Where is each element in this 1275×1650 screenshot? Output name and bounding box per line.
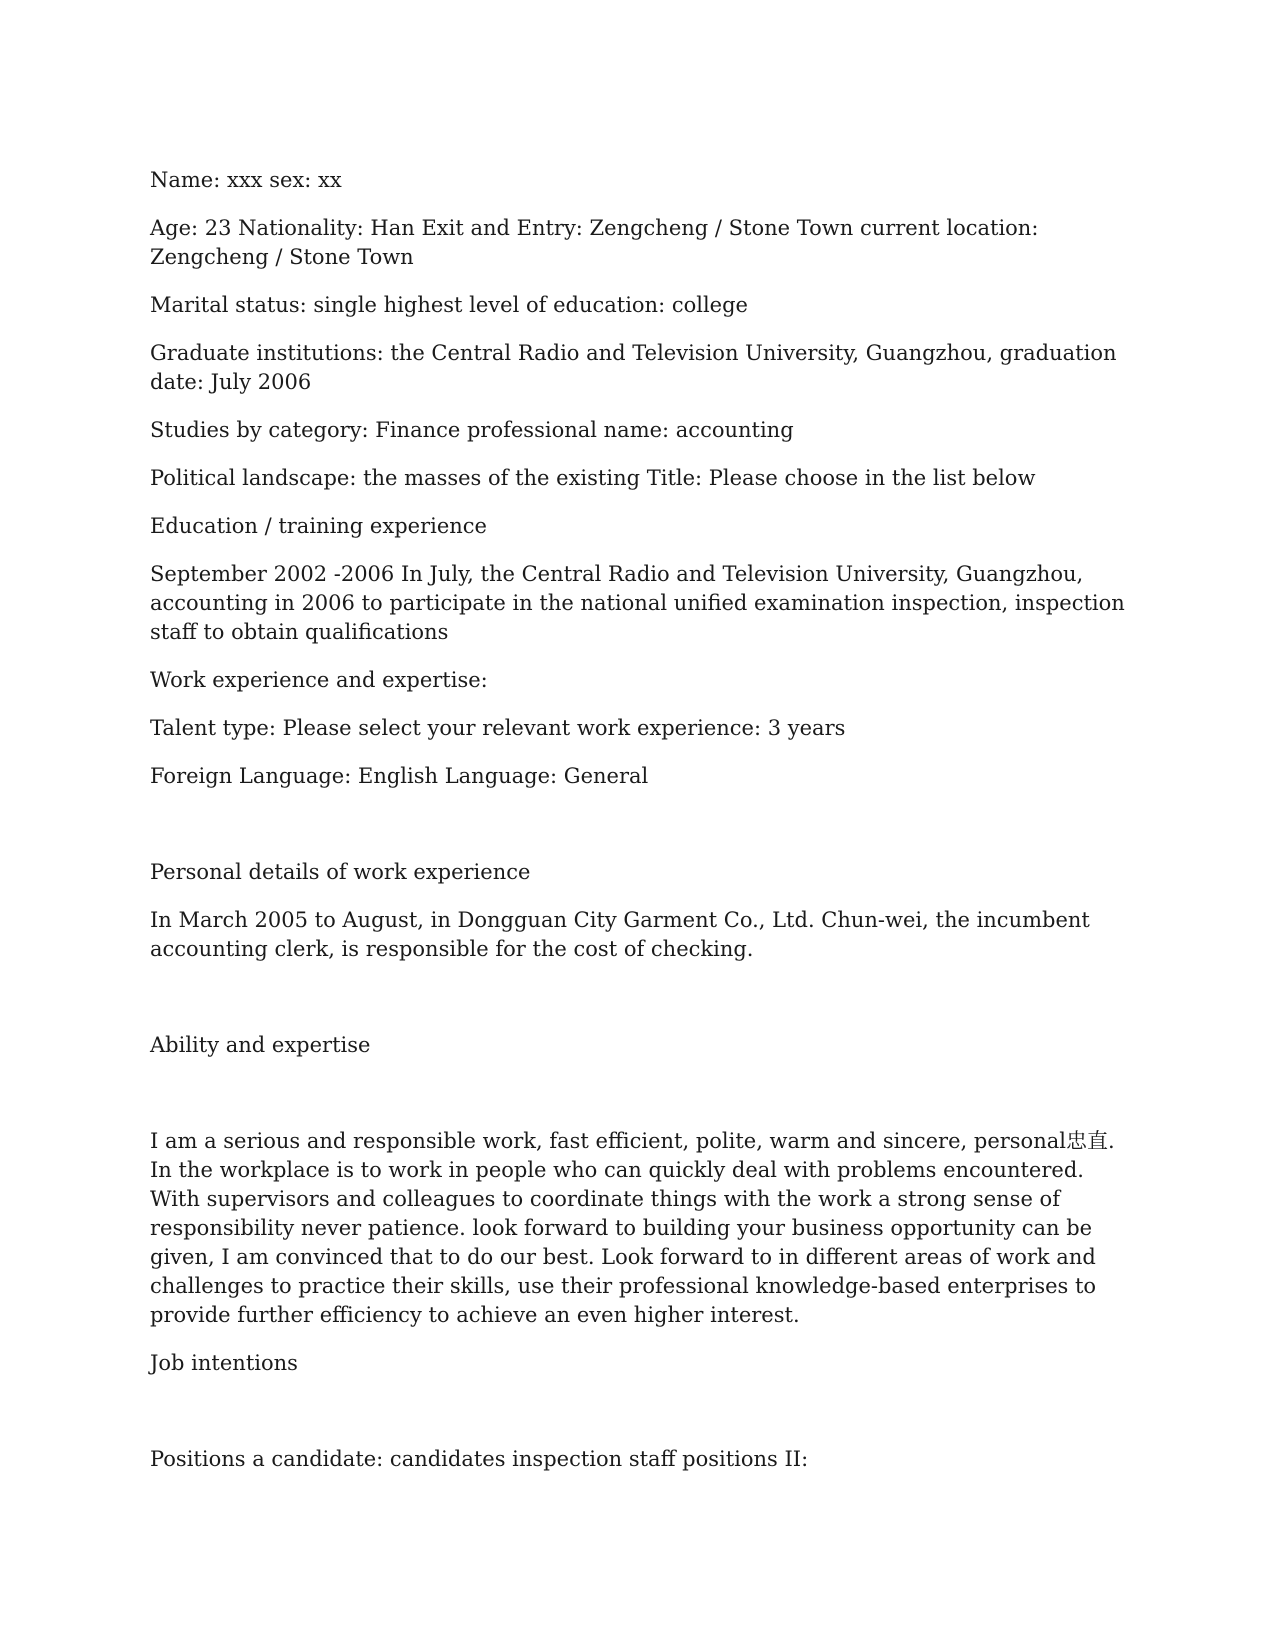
studies-category-line: Studies by category: Finance professional name: accounting (150, 418, 794, 442)
ability-heading: Ability and expertise (150, 1033, 371, 1057)
marital-education-line: Marital status: single highest level of education: college (150, 293, 748, 317)
blank-line (150, 1397, 1140, 1445)
ability-text: I am a serious and responsible work, fast efficient, polite, warm and sincere, personal忠直. In the workplace is to work in people who can quickly deal with problems encountered. With supervisors and colleagues to coordinate things with the work a strong sense of responsibility never patience. look forward to building your business opportunity can be given, I am convinced that to do our best. Look forward to in different areas of work and challenges to practice their skills, use their professional knowledge-based enterprises to provide further efficiency to achieve an even higher interest. (150, 1129, 1115, 1327)
work-details-heading: Personal details of work experience (150, 860, 531, 884)
age-nationality-line: Age: 23 Nationality: Han Exit and Entry: Zengcheng / Stone Town current location: Zengcheng / Stone Town (150, 216, 1039, 269)
blank-line (150, 983, 1140, 1031)
talent-type-line: Talent type: Please select your relevant work experience: 3 years (150, 716, 846, 740)
education-detail: September 2002 -2006 In July, the Central Radio and Television University, Guangzhou, accounting in 2006 to participate in the national unified examination inspection, inspection staff to obtain qualifications (150, 562, 1125, 644)
resume-document (150, 166, 1140, 1493)
graduate-institution-line: Graduate institutions: the Central Radio and Television University, Guangzhou, graduation date: July 2006 (150, 341, 1117, 394)
blank-line (150, 1079, 1140, 1127)
work-experience-heading: Work experience and expertise: (150, 668, 488, 692)
work-details-text: In March 2005 to August, in Dongguan City Garment Co., Ltd. Chun-wei, the incumbent accounting clerk, is responsible for the cost of checking. (150, 908, 1090, 961)
job-intentions-heading: Job intentions (150, 1351, 298, 1375)
blank-line (150, 810, 1140, 858)
name-sex-line: Name: xxx sex: xx (150, 168, 342, 192)
foreign-language-line: Foreign Language: English Language: General (150, 764, 649, 788)
education-heading: Education / training experience (150, 514, 487, 538)
political-landscape-line: Political landscape: the masses of the existing Title: Please choose in the list below (150, 466, 1036, 490)
positions-line: Positions a candidate: candidates inspection staff positions II: (150, 1447, 809, 1471)
